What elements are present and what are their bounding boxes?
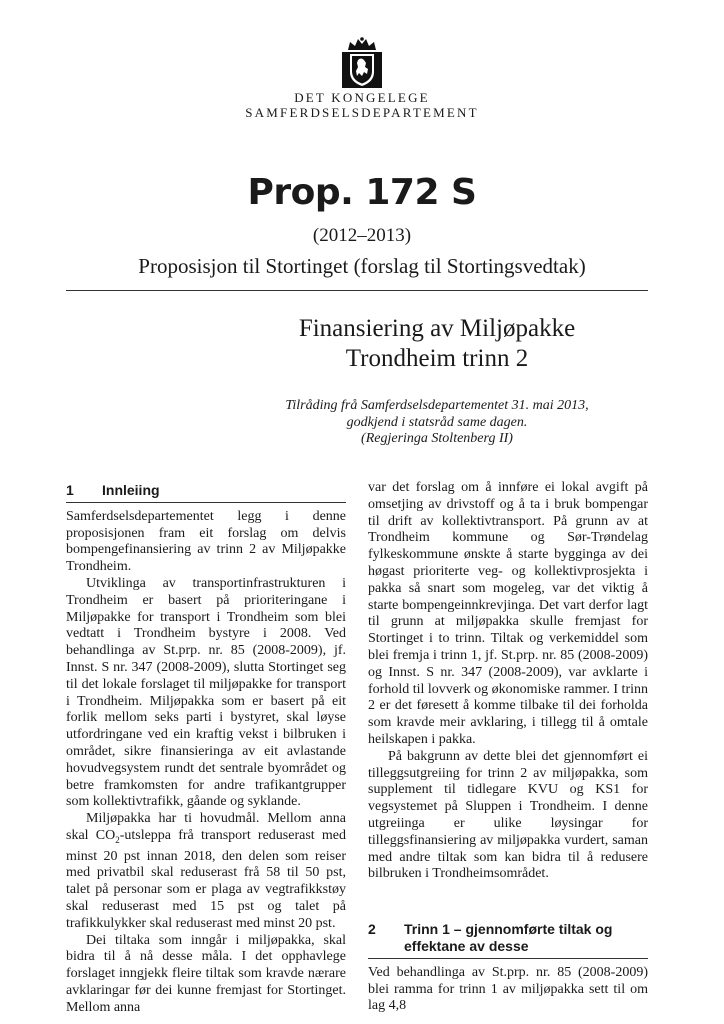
co2-subscript: 2 (115, 834, 120, 845)
recommendation-note (150, 398, 724, 448)
session-years: (2012–2013) (312, 225, 412, 246)
section-1-paragraph-1: Samferdselsdepartementet legg i denne proposisjonen fram eit forslag om delvis bompengefinansiering av trinn 2 av Miljøpakke Trondheim. (66, 508, 346, 575)
ministry-name-line2: SAMFERDSELSDEPARTEMENT (245, 105, 479, 120)
section-2-title: Trinn 1 – gjennomførte tiltak og effektane av desse (404, 921, 613, 954)
section-1-title: Innleiing (102, 482, 160, 498)
title-line-2: Trondheim trinn 2 (345, 345, 529, 372)
royal-crest-icon (338, 36, 386, 92)
header-divider (66, 290, 648, 291)
paragraph-3-text-start: Miljøpakka har ti hovudmål. Mellom anna skal CO (66, 811, 346, 843)
paragraph-3-text-end: -utsleppa frå transport reduserast med minst 20 pst innan 2018, den delen som reiser med privatbil skal reduserast frå 58 til 50 pst, talet på personar som er plaga av vegtrafikkstøy skal reduserast med 15 pst og talet på trafikkulykker skal reduserast med minst 20 pst. (66, 827, 346, 931)
section-1-paragraph-4-continued: var det forslag om å innføre ei lokal avgift på omsetjing av drivstoff og å ta i bruk bompengar til drift av kollektivtransport. På grunn av at Trondheim kommune og Sør-Trøndelag fylkeskommune ønskte å starte bygginga av dei høgast prioriterte veg- og kollektivprosjekta i pakka så snart som mogeleg, var det viktig å starte bompengeinnkrevjinga. Det vart derfor lagt til grunn at miljøpakka skulle fremjast for Stortinget i to trinn. Tiltak og verkemiddel som blei fremja i trinn 1, jf. St.prp. nr. 85 (2008-2009) og Innst. S nr. 347 (2008-2009), var avklarte i forhold til lovverk og økonomiske rammer. I trinn 2 er det føresett å komme tilbake til dei forholda som kravde meir avklaring, i tillegg til å omtale heilskapen i pakka. (368, 480, 648, 747)
title-line-1: Finansiering av Miljøpakke (298, 315, 576, 342)
section-1-paragraph-2: Utviklinga av transportinfrastrukturen i Trondheim er basert på prioriteringane i Miljøpakke for transport i Trondheim som blei vedtatt i Trondheim bystyre i 2008. Ved behandlinga av St.prp. nr. 85 (2008-2009), jf. Innst. S nr. 347 (2008-2009), slutta Stortinget seg til det lokale forslaget til miljøpakke for transport i Trondheim. Miljøpakka som er basert på eit forlik mellom seks parti i bystyret, skal løyse utfordringane ved ein kraftig vekst i bilbruken i området, sikre finansieringa av eit avlastande hovudvegsystem rundt det sentrale byområdet og betre framkomsten for andre trafikantgrupper som kollektivtrafikk, gåande og syklande. (66, 575, 346, 810)
proposition-number: Prop. 172 S (247, 172, 477, 213)
section-2-number: 2 (368, 921, 376, 938)
section-1-heading (66, 482, 346, 503)
left-column (66, 480, 346, 1017)
section-1-paragraph-5: På bakgrunn av dette blei det gjennomført ei tilleggsutgreiing for trinn 2 av miljøpakka, som supplement til tidlegare KVU og KS1 for vegsystemet på Sluppen i Trondheim. I denne utgreiinga er ulike løysingar for tilleggsfinansiering av miljøpakka vurdert, saman med andre tiltak som kan bidra til å redusere bilbruken i Trondheimsområdet. (368, 748, 648, 882)
ministry-name-line1: DET KONGELEGE (294, 90, 430, 105)
section-2-heading (368, 921, 648, 959)
section-1-paragraph-4: Dei tiltaka som inngår i miljøpakka, skal bidra til å nå desse måla. I det opphavlege forslaget inngjekk fleire tiltak som kravde nærare avklaringar før dei kunne fremjast for Stortinget. Mellom anna (66, 932, 346, 1015)
section-1-paragraph-3 (66, 811, 346, 932)
recommendation-line-2: godkjend i statsråd same dagen. (346, 414, 528, 430)
section-2-paragraph-1: Ved behandlinga av St.prp. nr. 85 (2008-2009) blei ramma for trinn 1 av miljøpakka sett til om lag 4,8 (368, 964, 648, 1014)
section-1-number: 1 (66, 482, 74, 498)
recommendation-line-3: (Regjeringa Stoltenberg II) (361, 431, 513, 446)
proposition-subtitle: Proposisjon til Stortinget (forslag til Stortingsvedtak) (138, 254, 586, 278)
right-column (368, 480, 648, 1015)
document-title (150, 314, 724, 374)
recommendation-line-1: Tilråding frå Samferdselsdepartementet 31. mai 2013, (285, 398, 589, 413)
